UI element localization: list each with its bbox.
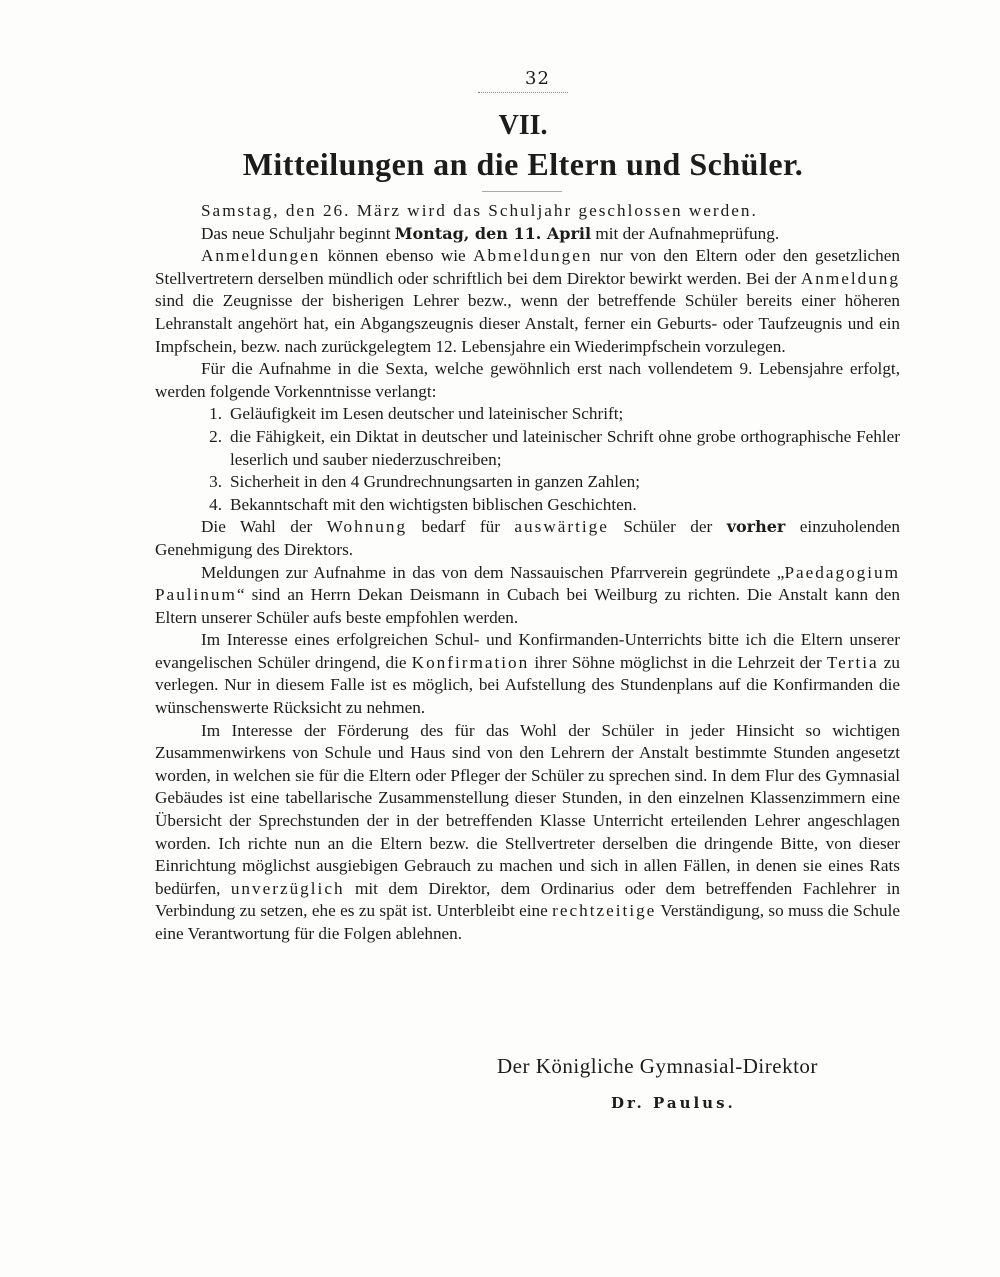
list-number: 4. — [209, 494, 222, 514]
list-text: Geläufigkeit im Lesen deutscher und lateinischer Schrift; — [230, 404, 624, 424]
list-text: Sicherheit in den 4 Grundrechnungsarten in ganzen Zahlen; — [230, 472, 640, 492]
paragraph-sexta-requirements — [155, 358, 900, 403]
page-number: 32 — [525, 68, 550, 89]
paragraph-paedagogium — [155, 562, 900, 630]
text-span: einzuholenden Genehmigung des Direktors. — [155, 517, 901, 559]
list-text: die Fähigkeit, ein Diktat in deutscher und lateinischer Schrift ohne grobe orthographische Fehler leserlich und sauber niederzuschreiben; — [230, 426, 900, 469]
section-number: VII. — [498, 110, 548, 141]
list-number: 2. — [209, 426, 222, 446]
text-span: Die Wahl der — [201, 517, 327, 537]
body-text — [155, 200, 900, 946]
text-span: Das neue Schuljahr beginnt — [201, 223, 395, 243]
bold-text: vorher — [726, 517, 786, 537]
paragraph-housing — [155, 516, 900, 561]
spaced-text: unverzüglich — [230, 878, 345, 898]
spaced-text: Abmeldungen — [473, 246, 593, 266]
spaced-text: rechtzeitige — [552, 901, 657, 921]
list-text: Bekanntschaft mit den wichtigsten biblischen Geschichten. — [230, 494, 637, 514]
text-span: Verständigung, so muss die Schule eine Verantwortung für die Folgen ablehnen. — [155, 901, 900, 943]
signature-name: Dr. Paulus. — [611, 1094, 736, 1112]
title-divider — [482, 191, 562, 192]
text-span: sind die Zeugnisse der bisherigen Lehrer bezw., wenn der betreffende Schüler bereits einer höheren Lehranstalt angehört hat, ein Abgangszeugnis dieser Anstalt, ferner ein Geburts- oder Taufzeugnis und ein Impfschein, bezw. nach zurückgelegtem 12. Lebensjahre ein Wiederimpfschein vorzulegen. — [155, 291, 900, 356]
paragraph-registration — [155, 245, 900, 358]
paragraph-school-year-start — [155, 223, 900, 246]
paragraph-school-year-end — [155, 200, 900, 223]
text-span: ihrer Söhne möglichst in die Lehrzeit der — [529, 652, 827, 672]
text-span: zu verlegen. Nur in diesem Falle ist es möglich, bei Aufstellung des Stundenplans auf die Konfirmanden die wünschenswerte Rücksicht zu nehmen. — [155, 652, 900, 718]
text-span: mit dem Direktor, dem Ordinarius oder dem betreffenden Fachlehrer in Verbindung zu setzen, ehe es zu spät ist. Unterbleibt eine — [155, 878, 900, 921]
paragraph-confirmation — [155, 629, 900, 719]
text-span: Meldungen zur Aufnahme in das von dem Nassauischen Pfarrverein gegründete „ — [201, 562, 785, 582]
text-span: können ebenso wie — [320, 246, 474, 266]
spaced-text: auswärtige — [514, 517, 609, 537]
list-item — [155, 471, 900, 494]
text-span: Im Interesse eines erfolgreichen Schul- und Konfirmanden-Unterrichts bitte ich die Eltern unserer evangelischen Schüler dringend, die — [155, 630, 900, 672]
paragraph-consultation-hours — [155, 720, 900, 946]
page-title: Mitteilungen an die Eltern und Schüler. — [242, 146, 804, 182]
top-divider — [478, 92, 568, 93]
list-item — [155, 494, 900, 517]
spaced-text: Wohnung — [326, 517, 408, 537]
text-span: mit der Aufnahmeprüfung. — [591, 223, 780, 243]
spaced-text: Konfirmation — [411, 652, 530, 672]
spaced-text: Anmeldung — [800, 268, 900, 288]
spaced-text: Anmeldungen — [201, 246, 321, 266]
list-number: 1. — [209, 404, 222, 424]
text-span: “ sind an Herrn Dekan Deismann in Cubach bei Weilburg zu richten. Die Anstalt kann den Eltern unserer Schüler aufs beste empfohlen werden. — [155, 585, 900, 627]
requirements-list — [155, 403, 900, 516]
text-span: nur von den Eltern oder den gesetzlichen Stellvertretern derselben mündlich oder schriftlich bei dem Direktor bewirkt werden. Bei der — [155, 246, 900, 288]
bold-date: Montag, den 11. April — [394, 223, 592, 243]
text-span: Samstag, den 26. März wird das Schuljahr geschlossen werden. — [201, 201, 758, 220]
text-span: Für die Aufnahme in die Sexta, welche gewöhnlich erst nach vollendetem 9. Lebensjahre erfolgt, werden folgende Vorkenntnisse verlangt: — [155, 359, 900, 401]
text-span: Im Interesse der Förderung des für das Wohl der Schüler in jeder Hinsicht so wichtigen Zusammenwirkens von Schule und Haus sind von den Lehrern der Anstalt bestimmte Stunden angesetzt worden, in welchen sie für die Eltern oder Pfleger der Schüler zu sprechen sind. In dem Flur des Gymnasial Gebäudes ist eine tabellarische Zusammenstellung dieser Stunden, in den einzelnen Klassenzimmern eine Übersicht der Sprechstunden der in der betreffenden Klasse Unterricht erteilenden Lehrer angeschlagen worden. Ich richte nun an die Eltern bezw. die Stellvertreter derselben die dringende Bitte, von dieser Einrichtung möglichst ausgiebigen Gebrauch zu machen und sich in allen Fällen, in denen sie eines Rats bedürfen, — [155, 720, 900, 898]
list-item — [155, 403, 900, 426]
text-span: bedarf für — [407, 517, 515, 537]
spaced-text: Tertia — [826, 652, 879, 672]
list-number: 3. — [209, 472, 222, 492]
spaced-text: Paedagogium Paulinum — [155, 562, 900, 605]
list-item — [155, 426, 900, 471]
text-span: Schüler der — [608, 517, 727, 537]
signature-title: Der Königliche Gymnasial-Direktor — [497, 1054, 818, 1078]
